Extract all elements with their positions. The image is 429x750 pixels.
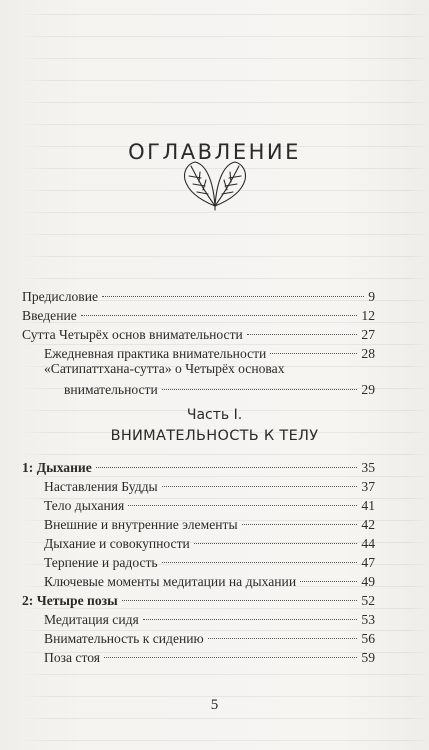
entry-page: 41 xyxy=(361,498,375,513)
leader-dots xyxy=(96,452,358,468)
chapter-label: 1: Дыхание xyxy=(22,460,92,475)
entry-label: Поза стоя xyxy=(44,650,101,665)
part-title: ВНИМАТЕЛЬНОСТЬ К ТЕЛУ xyxy=(110,428,319,444)
entry-label: Ежедневная практика внимательности xyxy=(44,346,267,361)
entry-page: 9 xyxy=(368,289,375,304)
leader-dots xyxy=(162,547,358,563)
toc-entry-standing-posture[interactable] xyxy=(44,646,375,665)
entry-label: Наставления Будды xyxy=(44,479,158,494)
entry-label: Предисловие xyxy=(22,289,99,304)
entry-label: Тело дыхания xyxy=(44,498,125,513)
entry-page: 28 xyxy=(361,346,375,361)
entry-label: Терпение и радость xyxy=(44,555,158,570)
entry-page: 29 xyxy=(361,382,375,397)
entry-page: 12 xyxy=(361,308,375,323)
leader-dots xyxy=(162,374,358,390)
page-number: 5 xyxy=(210,697,219,713)
leader-dots xyxy=(102,281,364,297)
entry-page: 47 xyxy=(361,555,375,570)
leaf-ornament-icon xyxy=(175,156,255,212)
entry-page: 42 xyxy=(361,517,375,532)
leader-dots xyxy=(194,528,358,544)
leader-dots xyxy=(81,300,358,316)
entry-label: Медитация сидя xyxy=(44,612,139,627)
leader-dots xyxy=(162,471,358,487)
leader-dots xyxy=(247,319,358,335)
entry-label-line2: внимательности xyxy=(64,382,158,397)
entry-page: 44 xyxy=(361,536,375,551)
leader-dots xyxy=(242,509,358,525)
entry-label: Внешние и внутренние элементы xyxy=(44,517,238,532)
leader-dots xyxy=(122,585,358,601)
entry-label: Внимательность к сидению xyxy=(44,631,204,646)
leader-dots xyxy=(300,566,357,582)
entry-page: 27 xyxy=(361,327,375,342)
entry-page: 56 xyxy=(361,631,375,646)
entry-page: 49 xyxy=(361,574,375,589)
leader-dots xyxy=(208,623,358,639)
entry-page: 37 xyxy=(361,479,375,494)
entry-page: 59 xyxy=(361,650,375,665)
leader-dots xyxy=(270,338,357,354)
entry-label: Сутта Четырёх основ внимательности xyxy=(22,327,243,342)
entry-page: 35 xyxy=(361,460,375,475)
part-number: Часть I. xyxy=(186,407,243,423)
entry-page: 52 xyxy=(361,593,375,608)
entry-label: Ключевые моменты медитации на дыхании xyxy=(44,574,297,589)
entry-label: Введение xyxy=(22,308,77,323)
toc-title: ОГЛАВЛЕНИЕ xyxy=(128,140,301,165)
leader-dots xyxy=(128,490,357,506)
leader-dots xyxy=(143,604,358,620)
chapter-label: 2: Четыре позы xyxy=(22,593,118,608)
toc-entry-satipatthana-sutta[interactable] xyxy=(44,359,375,399)
entry-page: 53 xyxy=(361,612,375,627)
entry-label-line1: «Сатипаттхана-сутта» о Четырёх основах xyxy=(44,361,285,376)
entry-label: Дыхание и совокупности xyxy=(44,536,190,551)
leader-dots xyxy=(104,642,357,658)
